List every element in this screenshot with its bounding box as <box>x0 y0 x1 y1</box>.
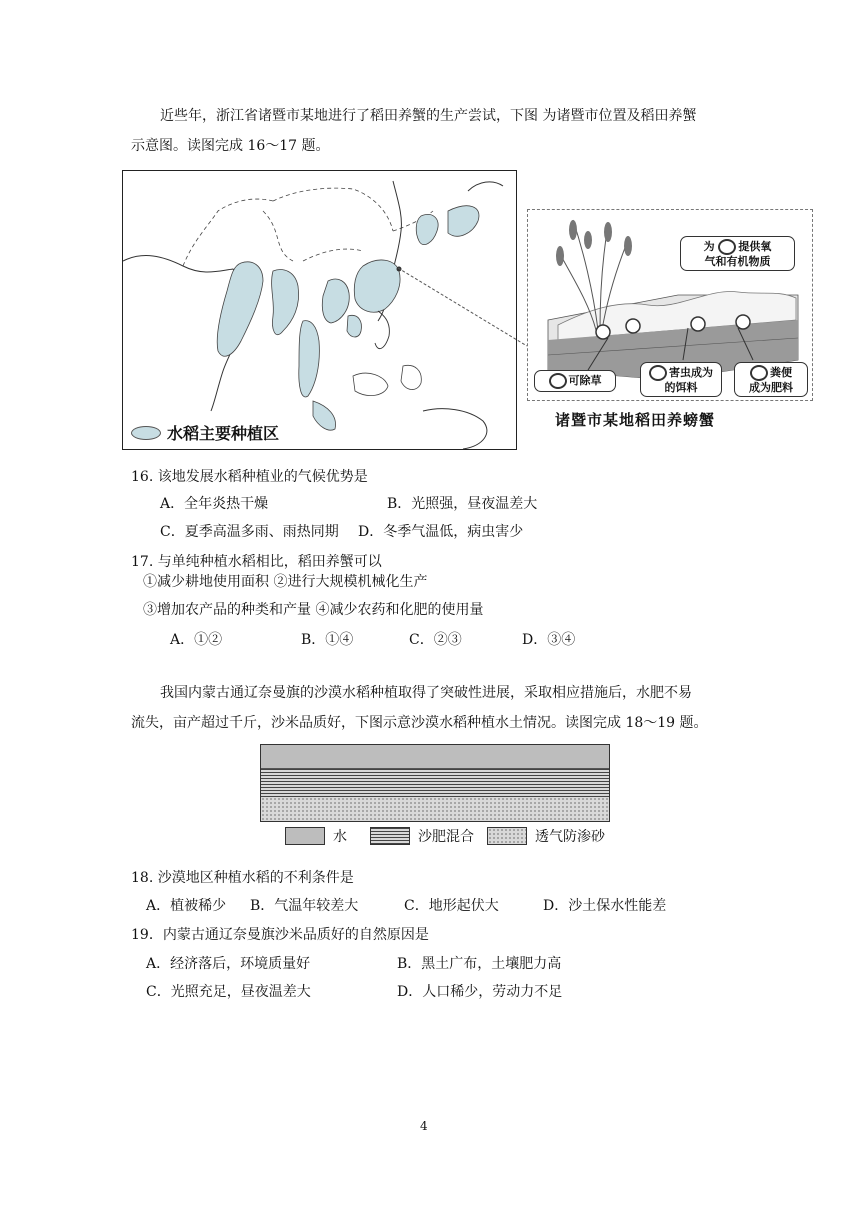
intro1-line2: 示意图。读图完成 16～17 题。 <box>131 138 330 154</box>
q16-option-a: A．全年炎热干燥 <box>160 496 269 512</box>
soil-legend-sand-label: 透气防渗砂 <box>535 829 605 845</box>
label-pest-line2: 的饵料 <box>664 381 698 394</box>
q16-stem: 16. 该地发展水稻种植业的气候优势是 <box>131 469 368 485</box>
q17-statements-34: ③增加农产品的种类和产量 ④减少农药和化肥的使用量 <box>143 602 484 618</box>
q18-stem: 18. 沙漠地区种植水稻的不利条件是 <box>131 870 354 886</box>
map-legend <box>131 421 279 444</box>
water-layer <box>261 745 609 769</box>
q18-option-d: D．沙土保水性能差 <box>543 898 667 914</box>
q17-option-a: A．①② <box>170 632 223 648</box>
intro2-line1: 我国内蒙古通辽奈曼旗的沙漠水稻种植取得了突破性进展，采取相应措施后，水肥不易 <box>160 685 692 701</box>
label-manure-line1: 粪便 <box>770 366 792 379</box>
crab-icon <box>649 365 667 381</box>
label-oxygen <box>680 236 795 271</box>
q17-option-d: D．③④ <box>522 632 576 648</box>
sand-fertilizer-layer <box>261 769 609 797</box>
rice-area-swatch <box>131 426 161 440</box>
sand-swatch <box>487 827 527 845</box>
leader-line <box>390 250 530 350</box>
soil-legend-mix <box>370 826 474 846</box>
seepage-proof-sand-layer <box>261 797 609 821</box>
intro1-line1: 近些年，浙江省诸暨市某地进行了稻田养蟹的生产尝试，下图 为诸暨市位置及稻田养蟹 <box>160 108 697 124</box>
soil-legend-water-label: 水 <box>333 829 347 845</box>
label-weed <box>534 370 616 392</box>
crab-icon <box>750 365 768 381</box>
map-legend-label: 水稻主要种植区 <box>167 424 280 443</box>
label-oxygen-line2: 气和有机物质 <box>704 255 771 268</box>
water-swatch <box>285 827 325 845</box>
q19-option-a: A．经济落后，环境质量好 <box>146 956 311 972</box>
q18-option-a: A．植被稀少 <box>146 898 227 914</box>
rice-crab-diagram <box>527 209 813 401</box>
crab-icon <box>549 373 567 389</box>
soil-legend-sand <box>487 826 605 846</box>
label-pest <box>640 362 722 397</box>
q17-statements-12: ①减少耕地使用面积 ②进行大规模机械化生产 <box>143 574 428 590</box>
q18-option-b: B．气温年较差大 <box>250 898 359 914</box>
crab-diagram-title: 诸暨市某地稻田养螃蟹 <box>555 411 716 429</box>
soil-legend-water <box>285 826 347 846</box>
soil-profile <box>260 744 610 822</box>
label-weed-text: 可除草 <box>568 374 602 387</box>
label-manure <box>734 362 808 397</box>
q19-stem: 19．内蒙古通辽奈曼旗沙米品质好的自然原因是 <box>131 927 429 943</box>
q19-option-d: D．人口稀少，劳动力不足 <box>397 984 563 1000</box>
label-oxygen-line1: 提供氧 <box>738 240 772 253</box>
label-manure-line2: 成为肥料 <box>749 381 793 394</box>
q17-stem: 17. 与单纯种植水稻相比，稻田养蟹可以 <box>131 554 382 570</box>
crab-icon <box>718 239 736 255</box>
soil-legend-mix-label: 沙肥混合 <box>418 829 474 845</box>
q16-option-d: D．冬季气温低，病虫害少 <box>358 524 524 540</box>
mix-swatch <box>370 827 410 845</box>
label-pest-line1: 害虫成为 <box>669 366 713 379</box>
intro2-line2: 流失，亩产超过千斤，沙米品质好，下图示意沙漠水稻种植水土情况。读图完成 18～19 题。 <box>131 715 708 731</box>
q16-option-b: B．光照强，昼夜温差大 <box>387 496 538 512</box>
q16-option-c: C．夏季高温多雨、雨热同期 <box>160 524 339 540</box>
q17-option-c: C．②③ <box>409 632 462 648</box>
q19-option-c: C．光照充足，昼夜温差大 <box>146 984 311 1000</box>
q18-option-c: C．地形起伏大 <box>404 898 499 914</box>
label-oxygen-prefix: 为 <box>703 240 715 253</box>
page-number: 4 <box>420 1119 428 1133</box>
q17-option-b: B．①④ <box>301 632 354 648</box>
q19-option-b: B．黑土广布，土壤肥力高 <box>397 956 562 972</box>
